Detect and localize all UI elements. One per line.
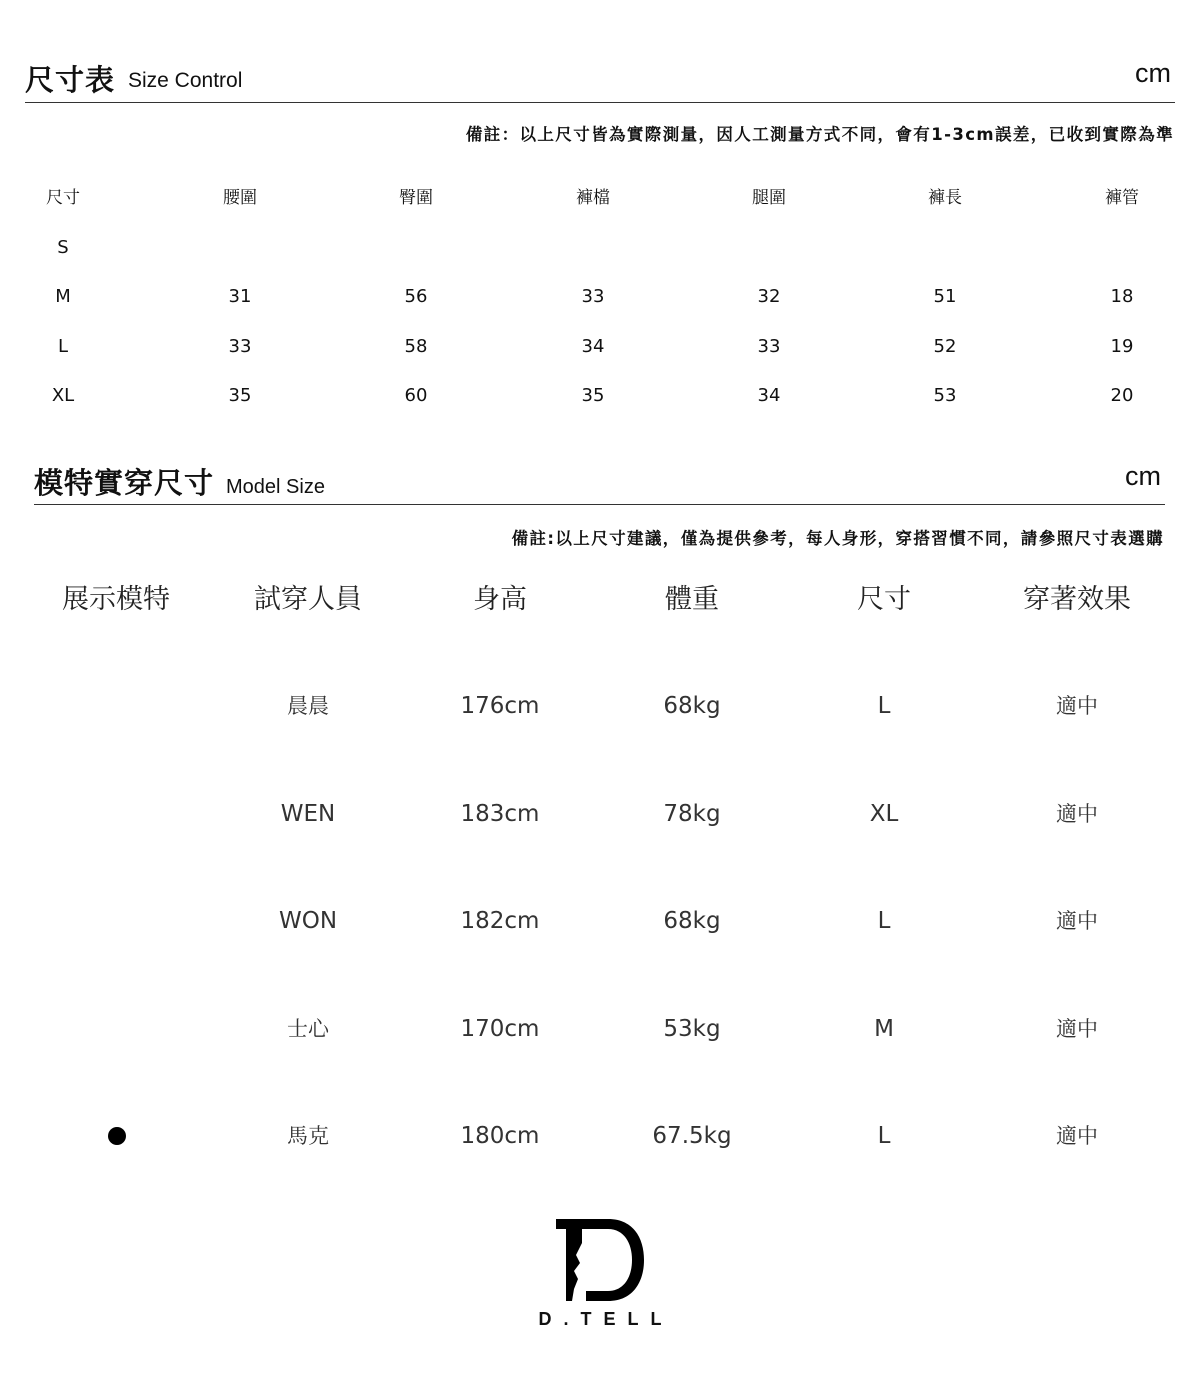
fit-result: 適中: [1056, 1124, 1098, 1148]
column-header: 體重: [665, 584, 719, 615]
model-height: 176cm: [460, 693, 540, 719]
table-row: [0, 761, 1200, 869]
td-monogram-logo-icon: [552, 1215, 652, 1305]
table-cell: 35: [581, 385, 605, 406]
table-cell: 20: [1110, 385, 1134, 406]
table-row: [0, 371, 1200, 421]
table-row: [0, 272, 1200, 322]
size-chart-subtitle: Size Control: [128, 69, 243, 92]
brand-wordmark: D.TELL: [538, 1309, 674, 1329]
column-header: 褲管: [1105, 188, 1139, 208]
table-row: [0, 322, 1200, 372]
table-cell: 32: [757, 286, 781, 307]
table-cell: 60: [404, 385, 428, 406]
column-header: 腰圍: [223, 188, 257, 208]
model-weight: 53kg: [663, 1015, 721, 1042]
model-size: L: [877, 908, 891, 934]
model-weight: 68kg: [663, 908, 721, 934]
column-header: 尺寸: [46, 188, 80, 208]
table-row: [0, 653, 1200, 761]
table-row: [0, 868, 1200, 976]
table-cell: 53: [933, 385, 957, 406]
model-name: WON: [278, 908, 338, 934]
model-height: 183cm: [460, 800, 540, 827]
column-header: 褲長: [928, 188, 962, 208]
column-header: 試穿人員: [254, 584, 362, 615]
column-header: 展示模特: [62, 584, 170, 615]
model-height: 180cm: [460, 1123, 540, 1149]
fit-result: 適中: [1056, 801, 1098, 826]
shown-model-dot-icon: [108, 1127, 126, 1145]
table-cell: 18: [1110, 286, 1134, 307]
table-cell: 33: [757, 335, 781, 357]
model-size-unit: cm: [1125, 461, 1161, 491]
table-cell: 34: [581, 335, 605, 357]
model-size: L: [877, 1123, 891, 1149]
model-name: 馬克: [287, 1124, 329, 1148]
column-header: 穿著效果: [1023, 584, 1131, 615]
size-chart-title: 尺寸表: [25, 63, 116, 97]
table-row: [0, 223, 1200, 273]
column-header: 褲檔: [576, 188, 610, 208]
model-height: 182cm: [460, 908, 540, 934]
column-header: 身高: [473, 584, 527, 615]
table-cell: S: [57, 236, 69, 258]
model-size-subtitle: Model Size: [226, 476, 325, 498]
model-weight: 68kg: [663, 693, 721, 719]
table-cell: 56: [404, 286, 428, 307]
model-name: 晨晨: [287, 694, 329, 718]
column-header: 腿圍: [752, 188, 786, 208]
fit-result: 適中: [1056, 909, 1098, 933]
table-cell: 51: [933, 286, 957, 307]
table-row: [0, 1083, 1200, 1191]
table-cell: 52: [933, 335, 957, 357]
table-cell: 19: [1110, 335, 1134, 357]
column-header: 臀圍: [399, 188, 433, 208]
model-size: M: [874, 1015, 894, 1042]
size-chart-header-row: [0, 173, 1200, 223]
model-size: L: [877, 693, 891, 719]
table-cell: 33: [581, 286, 605, 307]
table-row: [0, 976, 1200, 1084]
size-chart-header: [25, 52, 1175, 103]
table-cell: 34: [757, 385, 781, 406]
model-table-header-row: [0, 575, 1200, 625]
table-cell: L: [57, 335, 69, 357]
model-weight: 67.5kg: [652, 1123, 732, 1149]
model-name: 士心: [287, 1016, 329, 1041]
table-cell: 33: [228, 335, 252, 357]
table-cell: 58: [404, 335, 428, 357]
model-size-title: 模特實穿尺寸: [34, 466, 215, 500]
size-chart-unit: cm: [1135, 58, 1171, 88]
column-header: 尺寸: [857, 584, 911, 615]
fit-result: 適中: [1056, 1016, 1098, 1041]
model-weight: 78kg: [663, 800, 721, 827]
size-chart-note: 備註：以上尺寸皆為實際測量，因人工測量方式不同，會有1-3cm誤差，已收到實際為準: [465, 125, 1174, 144]
model-name: WEN: [280, 800, 336, 827]
model-size-note: 備註:以上尺寸建議，僅為提供參考，每人身形，穿搭習慣不同，請參照尺寸表選購: [511, 529, 1164, 548]
table-cell: 35: [228, 385, 252, 406]
size-chart-table: [0, 173, 1200, 421]
table-cell: XL: [51, 385, 75, 406]
model-size: XL: [869, 800, 899, 827]
table-cell: M: [55, 286, 71, 307]
model-size-header: [34, 458, 1165, 505]
fit-result: 適中: [1056, 694, 1098, 718]
model-size-table: [0, 653, 1200, 1191]
model-height: 170cm: [460, 1015, 540, 1042]
table-cell: 31: [228, 286, 252, 307]
